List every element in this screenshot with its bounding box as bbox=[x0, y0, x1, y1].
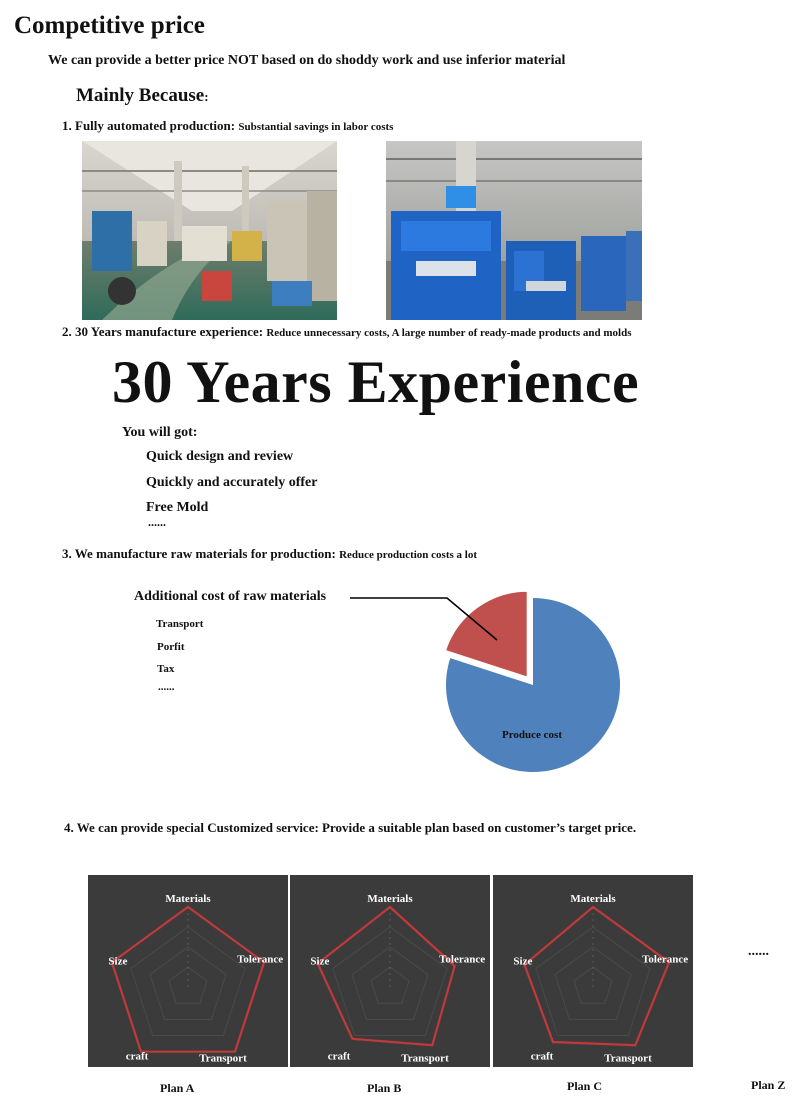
reason-1-detail: Substantial savings in labor costs bbox=[238, 121, 394, 133]
radar-axis-label: craft bbox=[327, 1050, 351, 1063]
factory-photo-2 bbox=[386, 141, 642, 320]
reason-2-heading: 2. 30 Years manufacture experience: bbox=[62, 324, 264, 339]
got-item: Quickly and accurately offer bbox=[146, 475, 318, 490]
reason-2-detail: Reduce unnecessary costs, A large number of ready-made products and molds bbox=[266, 327, 632, 339]
big-headline: 30 Years Experience bbox=[112, 349, 640, 415]
radar-axis-label: Transport bbox=[604, 1052, 652, 1065]
radar-grid-ring bbox=[555, 947, 631, 1019]
reason-3-detail: Reduce production costs a lot bbox=[339, 549, 477, 561]
radar-axis-label: Tolerance bbox=[439, 953, 486, 966]
radar-axis-label: Size bbox=[310, 955, 330, 968]
more-plans-dots: ...... bbox=[748, 944, 769, 959]
you-will-got-heading: You will got: bbox=[122, 425, 198, 440]
reason-1 bbox=[62, 118, 393, 134]
radar-axis-label: Transport bbox=[199, 1052, 247, 1065]
radar-panel-plan-c bbox=[493, 875, 693, 1067]
additional-cost-item: Porfit bbox=[157, 641, 185, 653]
got-item: Free Mold bbox=[146, 500, 209, 515]
radar-axis-label: Tolerance bbox=[237, 953, 284, 966]
radar-axis-label: Size bbox=[108, 955, 128, 968]
additional-cost-item: Transport bbox=[156, 618, 204, 630]
radar-axis-label: craft bbox=[125, 1050, 149, 1063]
pie-chart bbox=[0, 560, 800, 790]
plan-label-c: Plan C bbox=[567, 1079, 603, 1093]
plan-label-b: Plan B bbox=[367, 1081, 402, 1095]
reason-3-heading: 3. We manufacture raw materials for production: bbox=[62, 546, 336, 561]
radar-axis-label: Materials bbox=[367, 893, 413, 905]
radar-axis-label: Materials bbox=[165, 893, 211, 905]
radar-panel-plan-a bbox=[88, 875, 288, 1067]
got-item: Quick design and review bbox=[146, 449, 294, 464]
got-item-more: ...... bbox=[148, 515, 166, 529]
intro-text: We can provide a better price NOT based on do shoddy work and use inferior material bbox=[48, 53, 566, 68]
mainly-because-heading bbox=[76, 85, 209, 107]
radar-series bbox=[318, 907, 455, 1045]
plan-label-a: Plan A bbox=[160, 1081, 195, 1095]
radar-axis-label: Transport bbox=[401, 1052, 449, 1065]
plan-label-z: Plan Z bbox=[751, 1078, 786, 1092]
reason-4: 4. We can provide special Customized service: Provide a suitable plan based on customer’s target price. bbox=[64, 820, 637, 835]
pie-label-produce-cost: Produce cost bbox=[502, 729, 562, 741]
additional-cost-item: ...... bbox=[158, 681, 175, 693]
factory-photo-1 bbox=[82, 141, 337, 320]
reason-1-heading: 1. Fully automated production: bbox=[62, 118, 236, 133]
radar-axis-label: Size bbox=[513, 955, 533, 968]
radar-axis-label: Materials bbox=[570, 893, 616, 905]
mainly-label: Mainly Because bbox=[76, 85, 205, 106]
radar-grid-ring bbox=[150, 947, 226, 1019]
reason-2 bbox=[62, 324, 632, 340]
radar-axis-label: Tolerance bbox=[642, 953, 689, 966]
additional-cost-item: Tax bbox=[157, 663, 175, 675]
page-title: Competitive price bbox=[14, 12, 205, 39]
additional-cost-label: Additional cost of raw materials bbox=[134, 589, 327, 604]
radar-grid-ring bbox=[352, 947, 428, 1019]
mainly-colon: : bbox=[204, 89, 209, 104]
radar-axis-label: craft bbox=[530, 1050, 554, 1063]
radar-panel-plan-b bbox=[290, 875, 490, 1067]
